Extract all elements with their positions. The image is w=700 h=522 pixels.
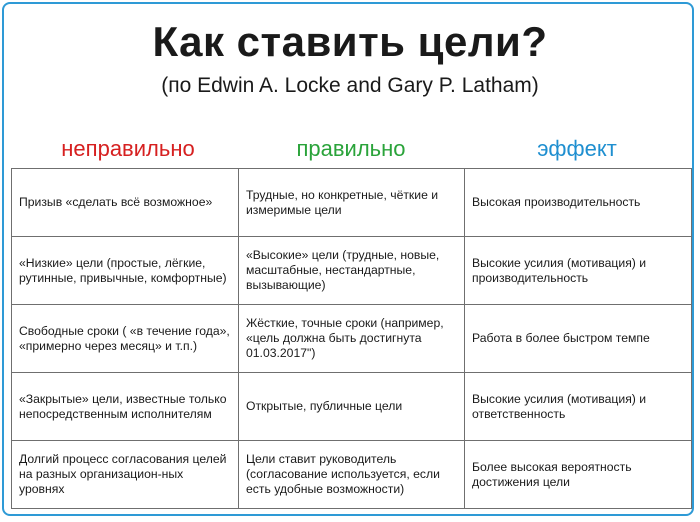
column-header-right: правильно: [296, 136, 406, 161]
cell-right: Трудные, но конкретные, чёткие и измеримые цели: [239, 169, 465, 237]
cell-wrong: Долгий процесс согласования целей на разных организацион-ных уровнях: [12, 441, 239, 509]
cell-wrong: Призыв «сделать всё возможное»: [12, 169, 239, 237]
page-title: Как ставить цели?: [152, 18, 548, 65]
table-row: [12, 169, 692, 237]
cell-wrong: Свободные сроки ( «в течение года», «примерно через месяц» и т.п.): [12, 305, 239, 373]
table-row: [12, 237, 692, 305]
page-subtitle: (по Edwin A. Locke and Gary P. Latham): [161, 74, 539, 97]
cell-effect: Более высокая вероятность достижения цели: [465, 441, 692, 509]
cell-right: «Высокие» цели (трудные, новые, масштабные, нестандартные, вызывающие): [239, 237, 465, 305]
cell-right: Открытые, публичные цели: [239, 373, 465, 441]
table-row: [12, 373, 692, 441]
cell-wrong: «Низкие» цели (простые, лёгкие, рутинные, привычные, комфортные): [12, 237, 239, 305]
cell-effect: Высокая производительность: [465, 169, 692, 237]
column-header-wrong: неправильно: [61, 136, 195, 161]
cell-effect: Высокие усилия (мотивация) и производительность: [465, 237, 692, 305]
table-row: [12, 441, 692, 509]
cell-right: Цели ставит руководитель (согласование используется, если есть удобные возможности): [239, 441, 465, 509]
cell-right: Жёсткие, точные сроки (например, «цель должна быть достигнута 01.03.2017"): [239, 305, 465, 373]
goals-table: [11, 168, 692, 509]
cell-wrong: «Закрытые» цели, известные только непосредственным исполнителям: [12, 373, 239, 441]
cell-effect: Высокие усилия (мотивация) и ответственность: [465, 373, 692, 441]
table-row: [12, 305, 692, 373]
column-header-effect: эффект: [537, 136, 617, 161]
cell-effect: Работа в более быстром темпе: [465, 305, 692, 373]
